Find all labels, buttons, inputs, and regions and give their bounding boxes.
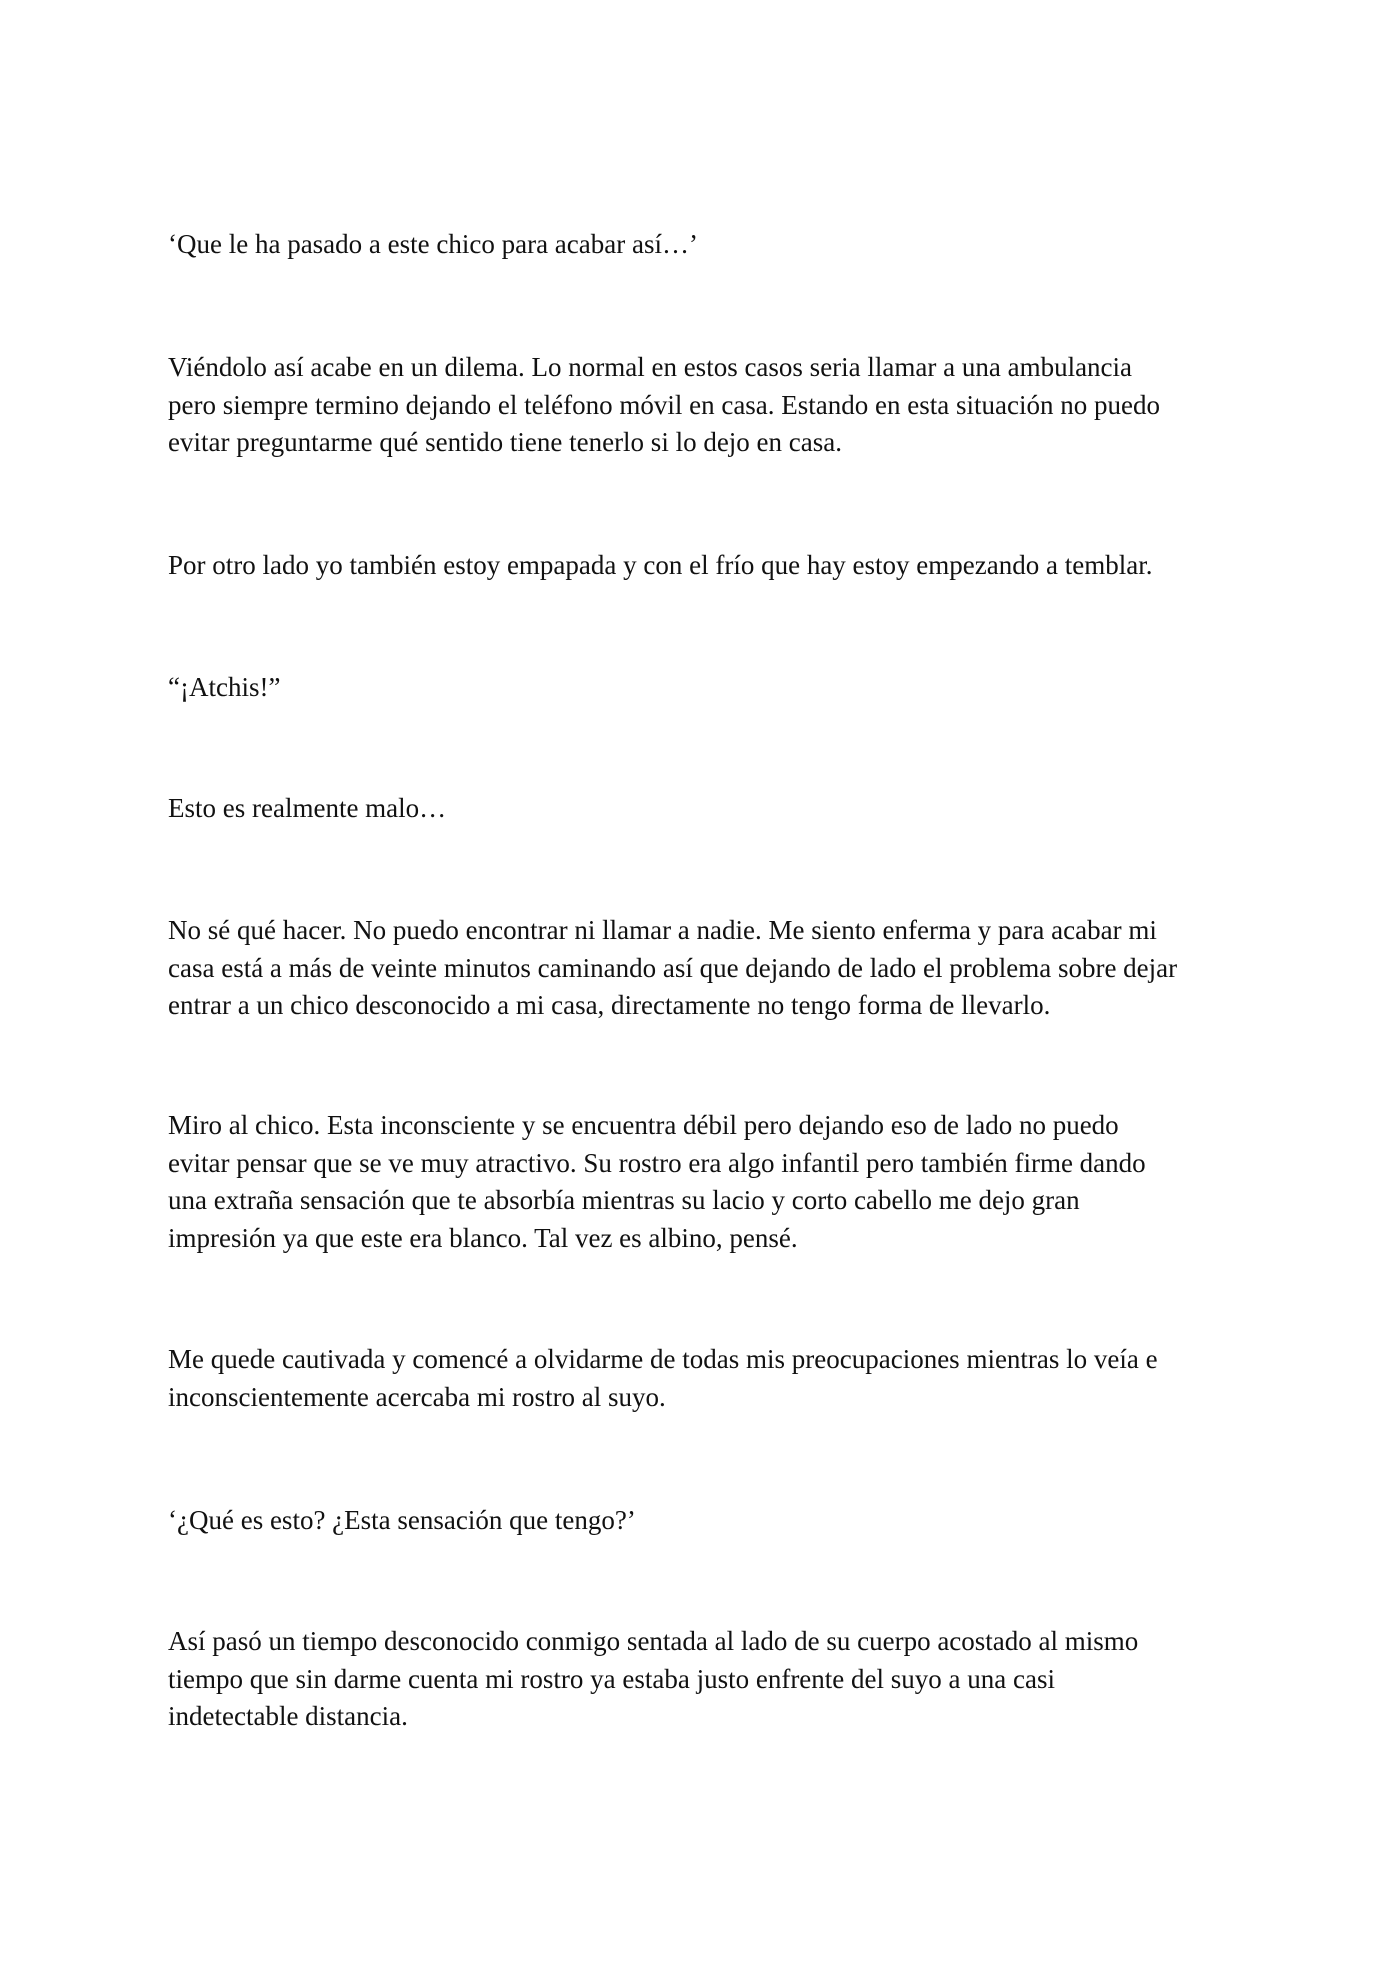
paragraph-thought-1 [168, 226, 1248, 264]
text-line: inconscientemente acercaba mi rostro al suyo. [168, 1381, 666, 1412]
text-line: Viéndolo así acabe en un dilema. Lo normal en estos casos seria llamar a una ambulancia [168, 352, 1133, 382]
text-line: Así pasó un tiempo desconocido conmigo sentada al lado de su cuerpo acostado al mismo [168, 1626, 1139, 1656]
paragraph-time-passed [168, 1623, 1248, 1736]
text-line: evitar pensar que se ve muy atractivo. Su rostro era algo infantil pero también firme dando [168, 1147, 1146, 1178]
text-line: una extraña sensación que te absorbía mientras su lacio y corto cabello me dejo gran [168, 1185, 1080, 1215]
text-line: Me quede cautivada y comencé a olvidarme de todas mis preocupaciones mientras lo veía e [168, 1344, 1158, 1374]
paragraph-thought-2 [168, 1502, 1248, 1540]
text-line: indetectable distancia. [168, 1701, 408, 1731]
paragraph-cold [168, 547, 1248, 585]
paragraph-dilemma [168, 349, 1248, 462]
text-line: Miro al chico. Esta inconsciente y se encuentra débil pero dejando eso de lado no puedo [168, 1110, 1119, 1140]
text-line: entrar a un chico desconocido a mi casa, directamente no tengo forma de llevarlo. [168, 990, 1051, 1020]
paragraph-bad [168, 790, 1248, 828]
text-line: casa está a más de veinte minutos caminando así que dejando de lado el problema sobre dejar [168, 952, 1178, 983]
text-line: “¡Atchis!” [168, 672, 281, 702]
paragraph-captivated [168, 1341, 1248, 1416]
text-line: evitar preguntarme qué sentido tiene tenerlo si lo dejo en casa. [168, 427, 842, 457]
text-line: No sé qué hacer. No puedo encontrar ni llamar a nadie. Me siento enferma y para acabar mi [168, 915, 1157, 945]
text-line: impresión ya que este era blanco. Tal vez es albino, pensé. [168, 1222, 798, 1253]
text-line: pero siempre termino dejando el teléfono móvil en casa. Estando en esta situación no puedo [168, 389, 1160, 420]
text-line: Por otro lado yo también estoy empapada y con el frío que hay estoy empezando a temblar. [168, 550, 1153, 580]
paragraph-boy [168, 1107, 1248, 1257]
paragraph-sneeze [168, 669, 1248, 707]
paragraph-what-to-do [168, 912, 1248, 1025]
text-line: Esto es realmente malo… [168, 793, 447, 823]
text-line: ‘Que le ha pasado a este chico para acabar así…’ [168, 229, 698, 259]
text-line: tiempo que sin darme cuenta mi rostro ya estaba justo enfrente del suyo a una casi [168, 1663, 1055, 1694]
text-line: ‘¿Qué es esto? ¿Esta sensación que tengo?’ [168, 1505, 636, 1535]
